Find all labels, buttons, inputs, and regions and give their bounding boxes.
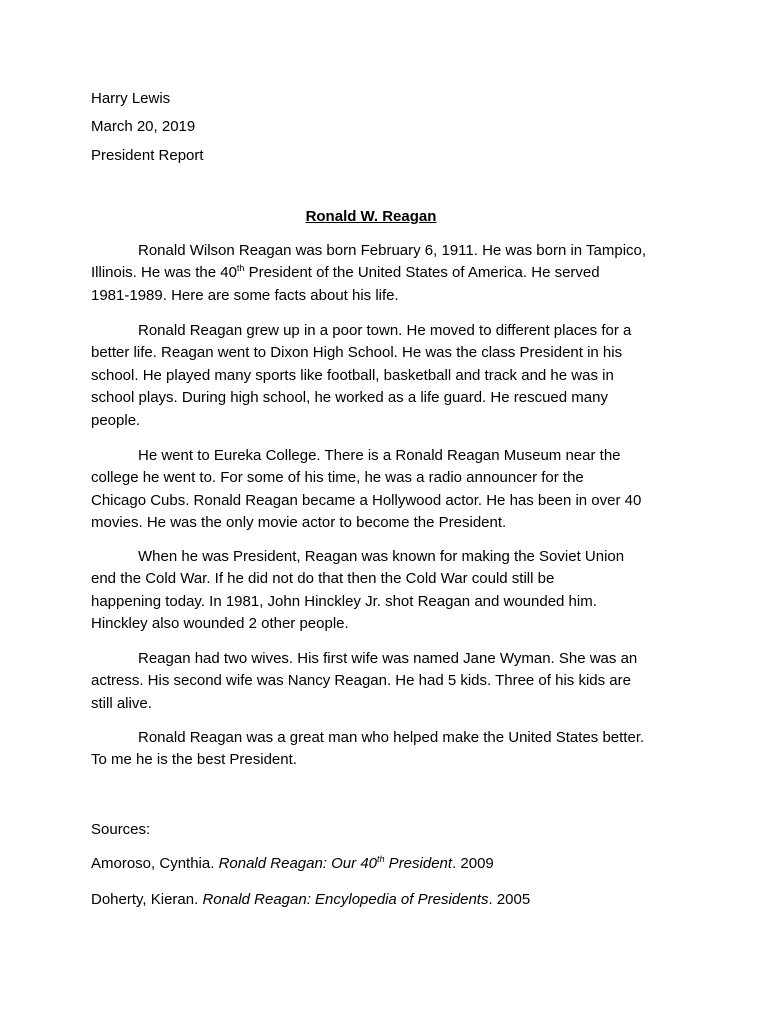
paragraph-line: To me he is the best President. (91, 751, 297, 769)
paragraph-line: When he was President, Reagan was known for making the Soviet Union (138, 548, 625, 565)
paragraph-line: better life. Reagan went to Dixon High School. He was the class President in his (91, 344, 623, 362)
paragraph-5 (91, 648, 691, 715)
paragraph-line: still alive. (91, 694, 152, 712)
sources-heading: Sources: (91, 821, 151, 838)
source-title: Ronald Reagan: Encylopedia of Presidents (202, 891, 489, 908)
paragraph-4 (91, 546, 691, 636)
paragraph-line: school plays. During high school, he worked as a life guard. He rescued many (91, 389, 608, 407)
paragraph-line: Ronald Wilson Reagan was born February 6, 1911. He was born in Tampico, (138, 242, 647, 259)
paragraph-line: Illinois. He was the 40th President of the United States of America. He served (91, 263, 600, 282)
report-date: March 20, 2019 (91, 118, 196, 135)
report-title: Ronald W. Reagan (305, 208, 437, 225)
paragraph-line: happening today. In 1981, John Hinckley Jr. shot Reagan and wounded him. (91, 592, 597, 610)
paragraph-line: people. (91, 411, 141, 429)
author-name: Harry Lewis (91, 90, 171, 107)
superscript-ordinal: th (236, 263, 245, 274)
paragraph-line: Reagan had two wives. His first wife was named Jane Wyman. She was an (138, 650, 638, 667)
superscript-ordinal: th (377, 854, 385, 864)
paragraph-line: school. He played many sports like football, basketball and track and he was in (91, 366, 614, 384)
paragraph-line: Ronald Reagan grew up in a poor town. He moved to different places for a (138, 322, 632, 339)
paragraph-3 (91, 445, 691, 535)
report-type: President Report (91, 147, 204, 164)
paragraph-line: end the Cold War. If he did not do that then the Cold War could still be (91, 570, 555, 588)
paragraph-line: movies. He was the only movie actor to become the President. (91, 514, 507, 532)
paragraph-line: actress. His second wife was Nancy Reagan. He had 5 kids. Three of his kids are (91, 672, 631, 690)
paragraph-6 (91, 727, 691, 772)
paragraph-line: Hinckley also wounded 2 other people. (91, 615, 349, 633)
paragraph-line: college he went to. For some of his time, he was a radio announcer for the (91, 469, 584, 487)
paragraph-line: Ronald Reagan was a great man who helped make the United States better. (138, 729, 645, 746)
paragraph-line: He went to Eureka College. There is a Ronald Reagan Museum near the (138, 447, 621, 464)
paragraph-1 (91, 240, 691, 307)
paragraph-2 (91, 320, 691, 432)
source-citation-2: Doherty, Kieran. Ronald Reagan: Encylopedia of Presidents. 2005 (91, 891, 531, 908)
source-citation-1: Amoroso, Cynthia. Ronald Reagan: Our 40th President. 2009 (91, 854, 494, 872)
source-title: Ronald Reagan: Our 40th President (218, 854, 453, 872)
paragraph-line: Chicago Cubs. Ronald Reagan became a Hollywood actor. He has been in over 40 (91, 491, 642, 509)
paragraph-line: 1981-1989. Here are some facts about his life. (91, 286, 399, 304)
